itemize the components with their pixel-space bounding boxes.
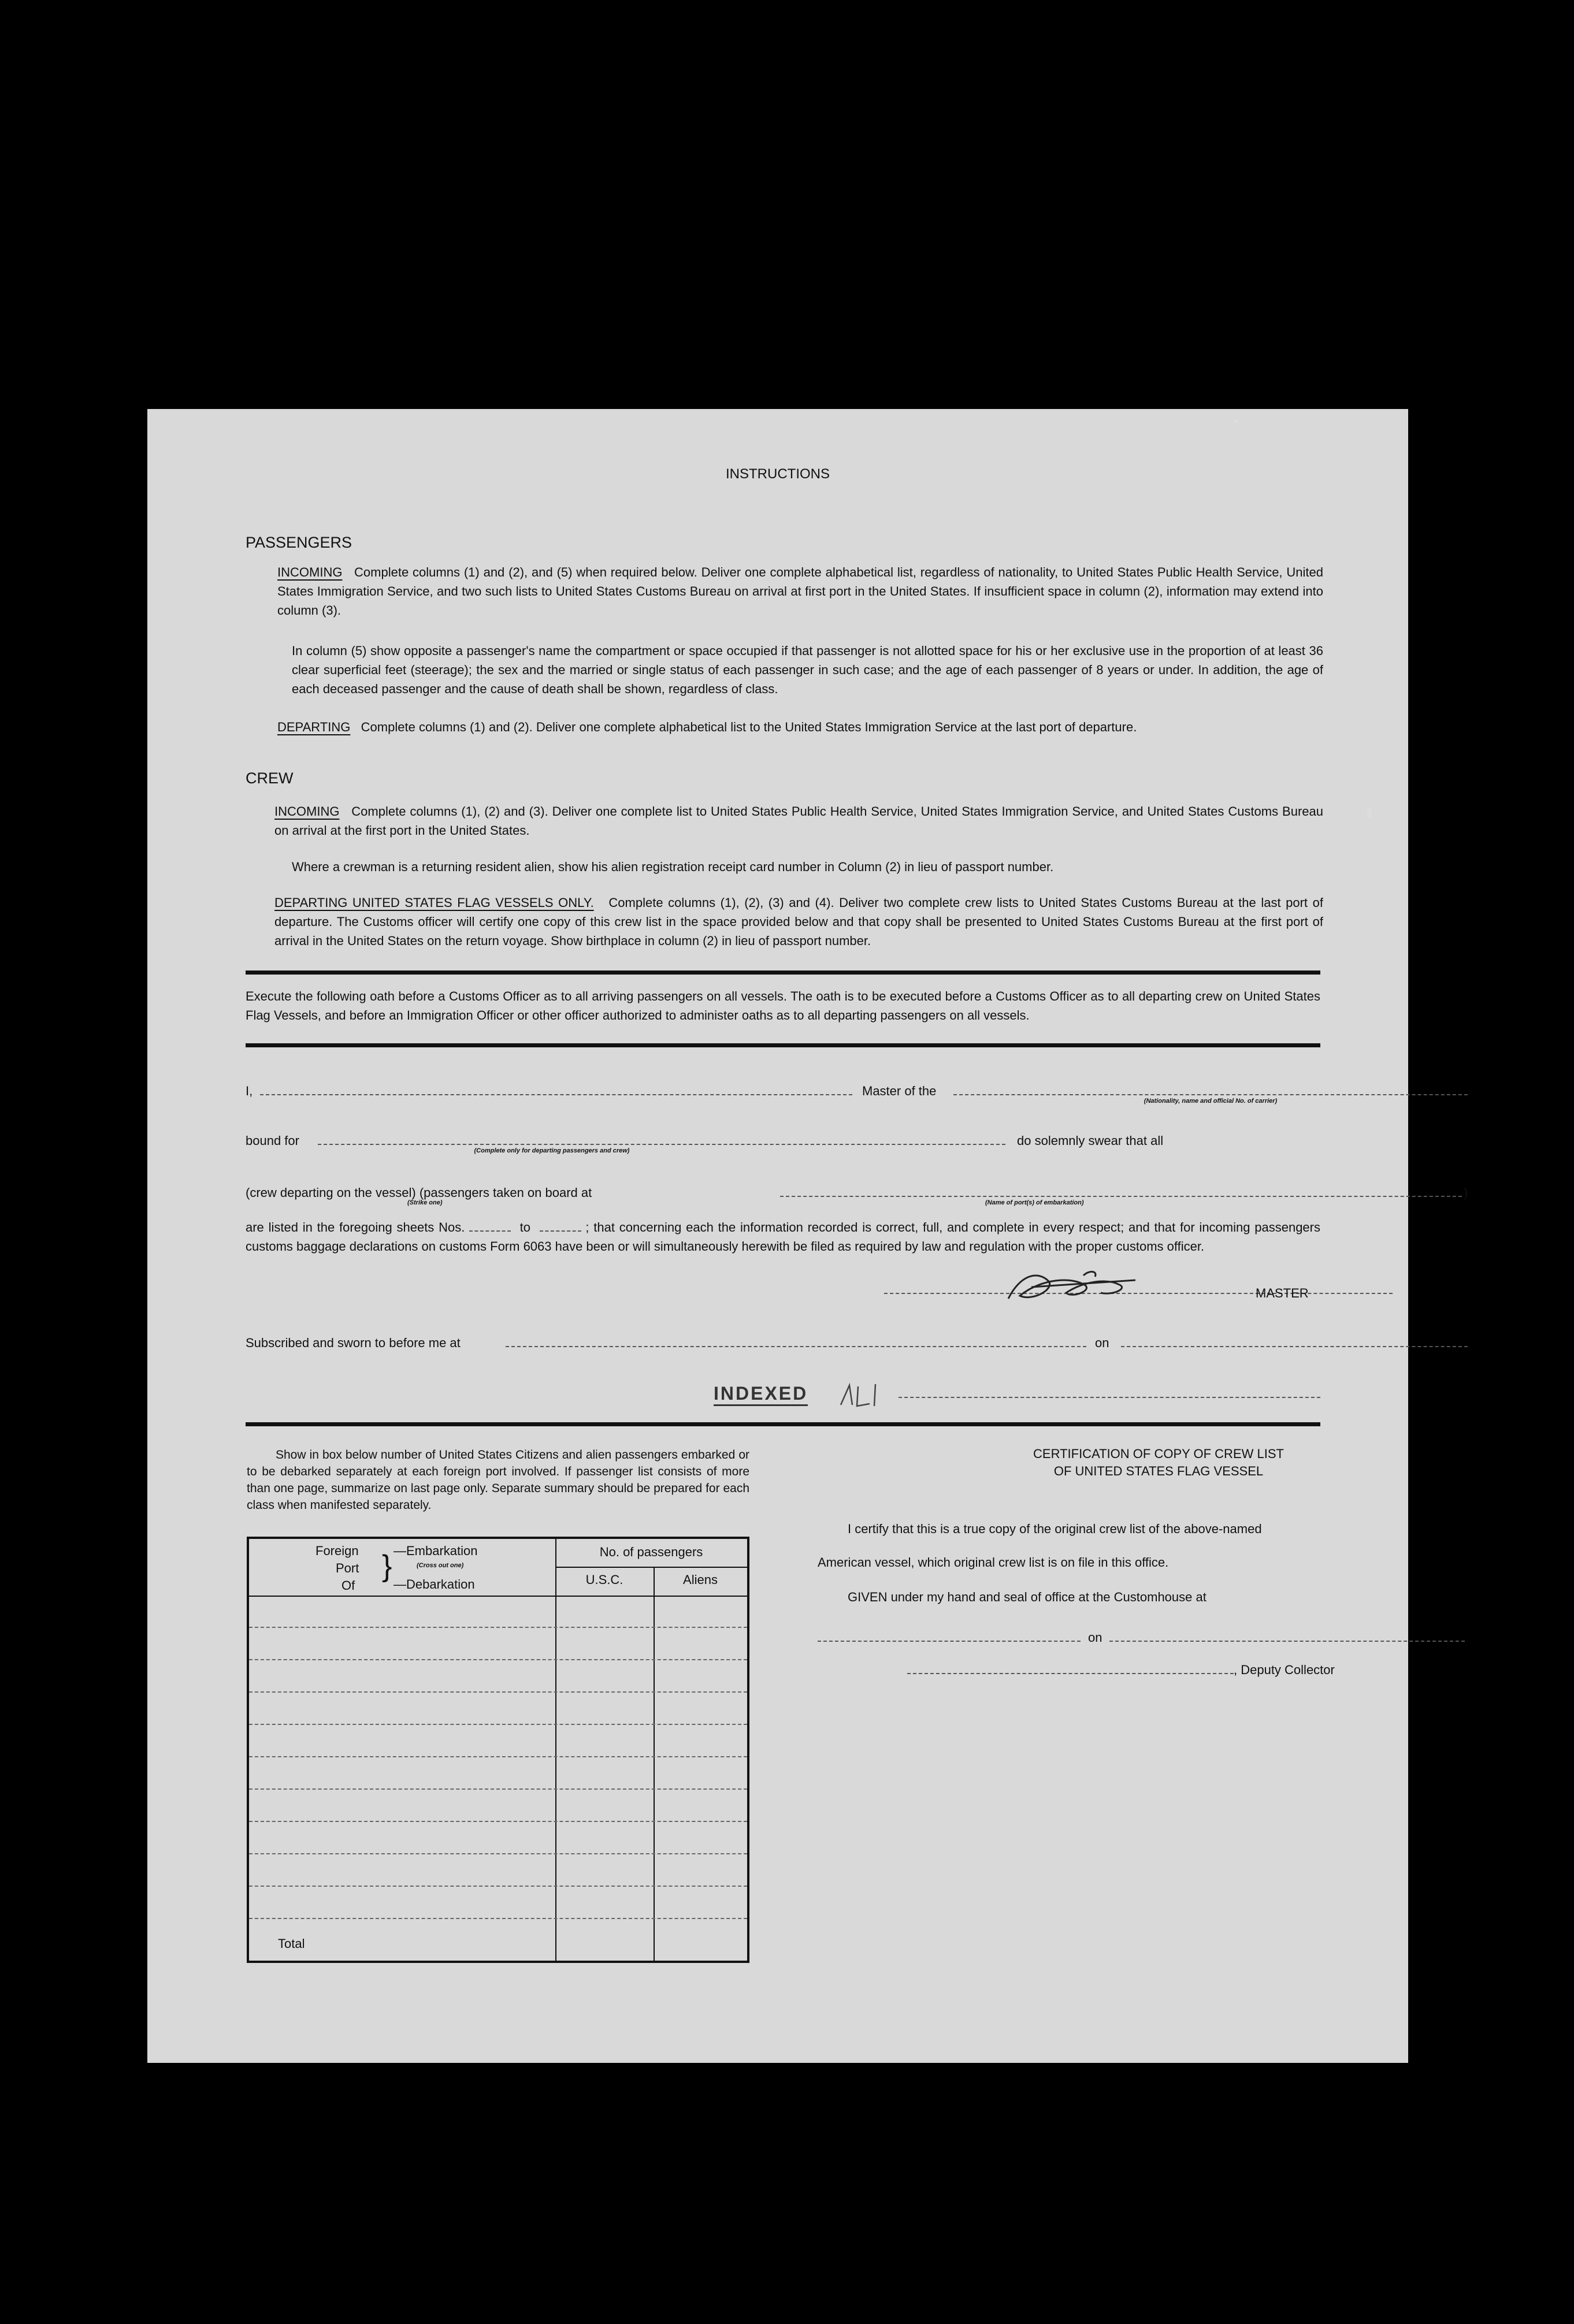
crew-departing-para (274, 893, 1323, 950)
column-divider (555, 1539, 556, 1961)
no-of-passengers-header: No. of passengers (599, 1545, 703, 1559)
nationality-note: (Nationality, name and official No. of carrier) (1144, 1098, 1278, 1105)
subscribed-label: Subscribed and sworn to before me at (246, 1336, 461, 1350)
certification-line2: American vessel, which original crew list is on file in this office. (818, 1555, 1169, 1570)
cross-out-note: (Cross out one) (417, 1562, 464, 1569)
crew-departing-text: Complete columns (1), (2), (3) and (4). Deliver two complete crew lists to United States Customs Bureau at the last port of departure. The Customs officer will certify one copy of this crew list in the space provided below and that copy shall be presented to United States Customs Bureau at the first port of arrival in the United States on the return voyage. Show birthplace in column (2) in lieu of passport number. (274, 895, 1323, 948)
strike-one-note: (Strike one) (407, 1199, 443, 1206)
sworn-officer-field[interactable] (899, 1397, 1320, 1398)
bound-for-label: bound for (246, 1133, 299, 1148)
carrier-field[interactable] (953, 1094, 1468, 1095)
bound-for-field[interactable] (318, 1144, 1005, 1145)
crew-incoming-label: INCOMING (274, 804, 340, 819)
initials-icon (835, 1381, 887, 1410)
header-divider (555, 1567, 747, 1568)
certification-line1: I certify that this is a true copy of the original crew list of the above-named (848, 1522, 1262, 1536)
edge-mark (1234, 419, 1238, 423)
sworn-on-label: on (1095, 1336, 1109, 1350)
summary-instructions: Show in box below number of United States Citizens and alien passengers embarked or to be debarked separately at each foreign port involved. If passenger list consists of more than one page, summarize on last page only. Separate summary should be prepared for each class when manifested separately. (247, 1448, 749, 1512)
table-row[interactable] (249, 1821, 747, 1822)
sheet-to-field[interactable] (540, 1230, 581, 1232)
table-row[interactable] (249, 1886, 747, 1887)
sworn-date-field[interactable] (1121, 1346, 1468, 1347)
deputy-collector-label: , Deputy Collector (1234, 1663, 1335, 1677)
passengers-column5-para: In column (5) show opposite a passenger's name the compartment or space occupied if that passenger is not allotted space for his or her exclusive use in the proportion of at least 36 clear superficial feet (steerage); the sex and the married or single status of each passenger in such case; and the age of each passenger of 8 years or under. In addition, the age of each deceased passenger and the cause of death shall be shown, regardless of class. (292, 644, 1323, 696)
master-name-field[interactable] (260, 1094, 852, 1095)
crew-departing-label: DEPARTING UNITED STATES FLAG VESSELS ONLY. (274, 895, 594, 910)
port-label: Port (336, 1561, 359, 1575)
embarkation-field[interactable] (780, 1196, 1462, 1197)
master-of-the-label: Master of the (862, 1084, 937, 1098)
sworn-place-field[interactable] (506, 1346, 1086, 1347)
divider (246, 1043, 1320, 1047)
table-row[interactable] (249, 1756, 747, 1757)
passengers-departing-label: DEPARTING (277, 720, 351, 734)
customhouse-field[interactable] (818, 1641, 1081, 1642)
table-row[interactable] (249, 1853, 747, 1854)
page-title: INSTRUCTIONS (726, 466, 830, 482)
table-row[interactable] (249, 1627, 747, 1628)
listed-to-text: to (519, 1220, 531, 1234)
embarkation-option[interactable]: —Embarkation (394, 1544, 478, 1558)
table-row[interactable] (249, 1788, 747, 1790)
edge-mark (1367, 808, 1372, 818)
column-divider (654, 1567, 655, 1961)
oath-i-label: I, (246, 1084, 253, 1098)
total-label: Total (278, 1936, 305, 1951)
divider (246, 1422, 1320, 1426)
sheet-from-field[interactable] (469, 1230, 511, 1232)
swear-label: do solemnly swear that all (1017, 1133, 1164, 1148)
passenger-summary-table (247, 1537, 749, 1963)
passengers-heading: PASSENGERS (246, 534, 352, 551)
certification-title-line1: CERTIFICATION OF COPY OF CREW LIST (1033, 1447, 1284, 1461)
master-signature-icon (997, 1264, 1159, 1310)
passengers-incoming-para (277, 563, 1323, 620)
close-paren: ) (1464, 1185, 1468, 1200)
embarkation-note: (Name of port(s) of embarkation) (985, 1199, 1084, 1206)
crew-incoming-text: Complete columns (1), (2) and (3). Deliver one complete list to United States Public Health Service, United States Immigration Service, and United States Customs Bureau on arrival at the first port in the United States. (274, 804, 1323, 838)
passengers-departing-para (277, 717, 1323, 737)
certification-line3: GIVEN under my hand and seal of office at the Customhouse at (848, 1590, 1207, 1604)
crew-heading: CREW (246, 769, 294, 787)
master-label: MASTER (1256, 1286, 1309, 1300)
header-divider (249, 1596, 747, 1597)
crew-resident-para: Where a crewman is a returning resident alien, show his alien registration receipt card number in Column (2) in lieu of passport number. (292, 860, 1054, 874)
oath-instruction: Execute the following oath before a Customs Officer as to all arriving passengers on all vessels. The oath is to be executed before a Customs Officer as to all departing crew on United States Flag Vessels, and before an Immigration Officer or other officer authorized to administer oaths as to all departing passengers on all vessels. (246, 989, 1320, 1022)
table-row[interactable] (249, 1659, 747, 1660)
bound-note: (Complete only for departing passengers and crew) (474, 1147, 630, 1154)
crew-departing-label: (crew departing on the vessel) (passengers taken on board at (246, 1185, 592, 1200)
of-label: Of (341, 1578, 355, 1593)
indexed-stamp: INDEXED (714, 1383, 808, 1406)
debarkation-option[interactable]: —Debarkation (394, 1577, 475, 1592)
certification-title-line2: OF UNITED STATES FLAG VESSEL (1053, 1464, 1264, 1478)
passengers-departing-text: Complete columns (1) and (2). Deliver one complete alphabetical list to the United States Immigration Service at the last port of departure. (361, 720, 1137, 734)
table-row[interactable] (249, 1724, 747, 1725)
certification-on-label: on (1088, 1630, 1102, 1645)
usc-header: U.S.C. (585, 1572, 623, 1587)
certification-title (933, 1445, 1384, 1480)
passengers-incoming-text: Complete columns (1) and (2), and (5) when required below. Deliver one complete alphabetical list, regardless of nationality, to United States Public Health Service, United States Immigration Service, and two such lists to United States Customs Bureau on arrival at first port in the United States. If insufficient space in column (2), information may extend into column (3). (277, 565, 1323, 618)
certification-date-field[interactable] (1109, 1641, 1465, 1642)
aliens-header: Aliens (683, 1572, 718, 1587)
table-row[interactable] (249, 1691, 747, 1693)
listed-text-b: ; that concerning each the information recorded is correct, full, and complete in every respect; and that for incoming passengers customs baggage declarations on customs Form 6063 have been or will simultaneously herewith be filed as required by law and regulation with the proper customs officer. (246, 1220, 1320, 1254)
listed-text-a: are listed in the foregoing sheets Nos. (246, 1220, 465, 1234)
crew-incoming-para (274, 802, 1323, 840)
table-row[interactable] (249, 1918, 747, 1919)
deputy-signature-field[interactable] (907, 1673, 1234, 1674)
listed-para (246, 1218, 1320, 1256)
form-sheet (147, 409, 1468, 2063)
brace-icon: } (382, 1549, 392, 1583)
foreign-label: Foreign (315, 1544, 359, 1558)
passengers-incoming-label: INCOMING (277, 565, 343, 579)
divider (246, 970, 1320, 975)
